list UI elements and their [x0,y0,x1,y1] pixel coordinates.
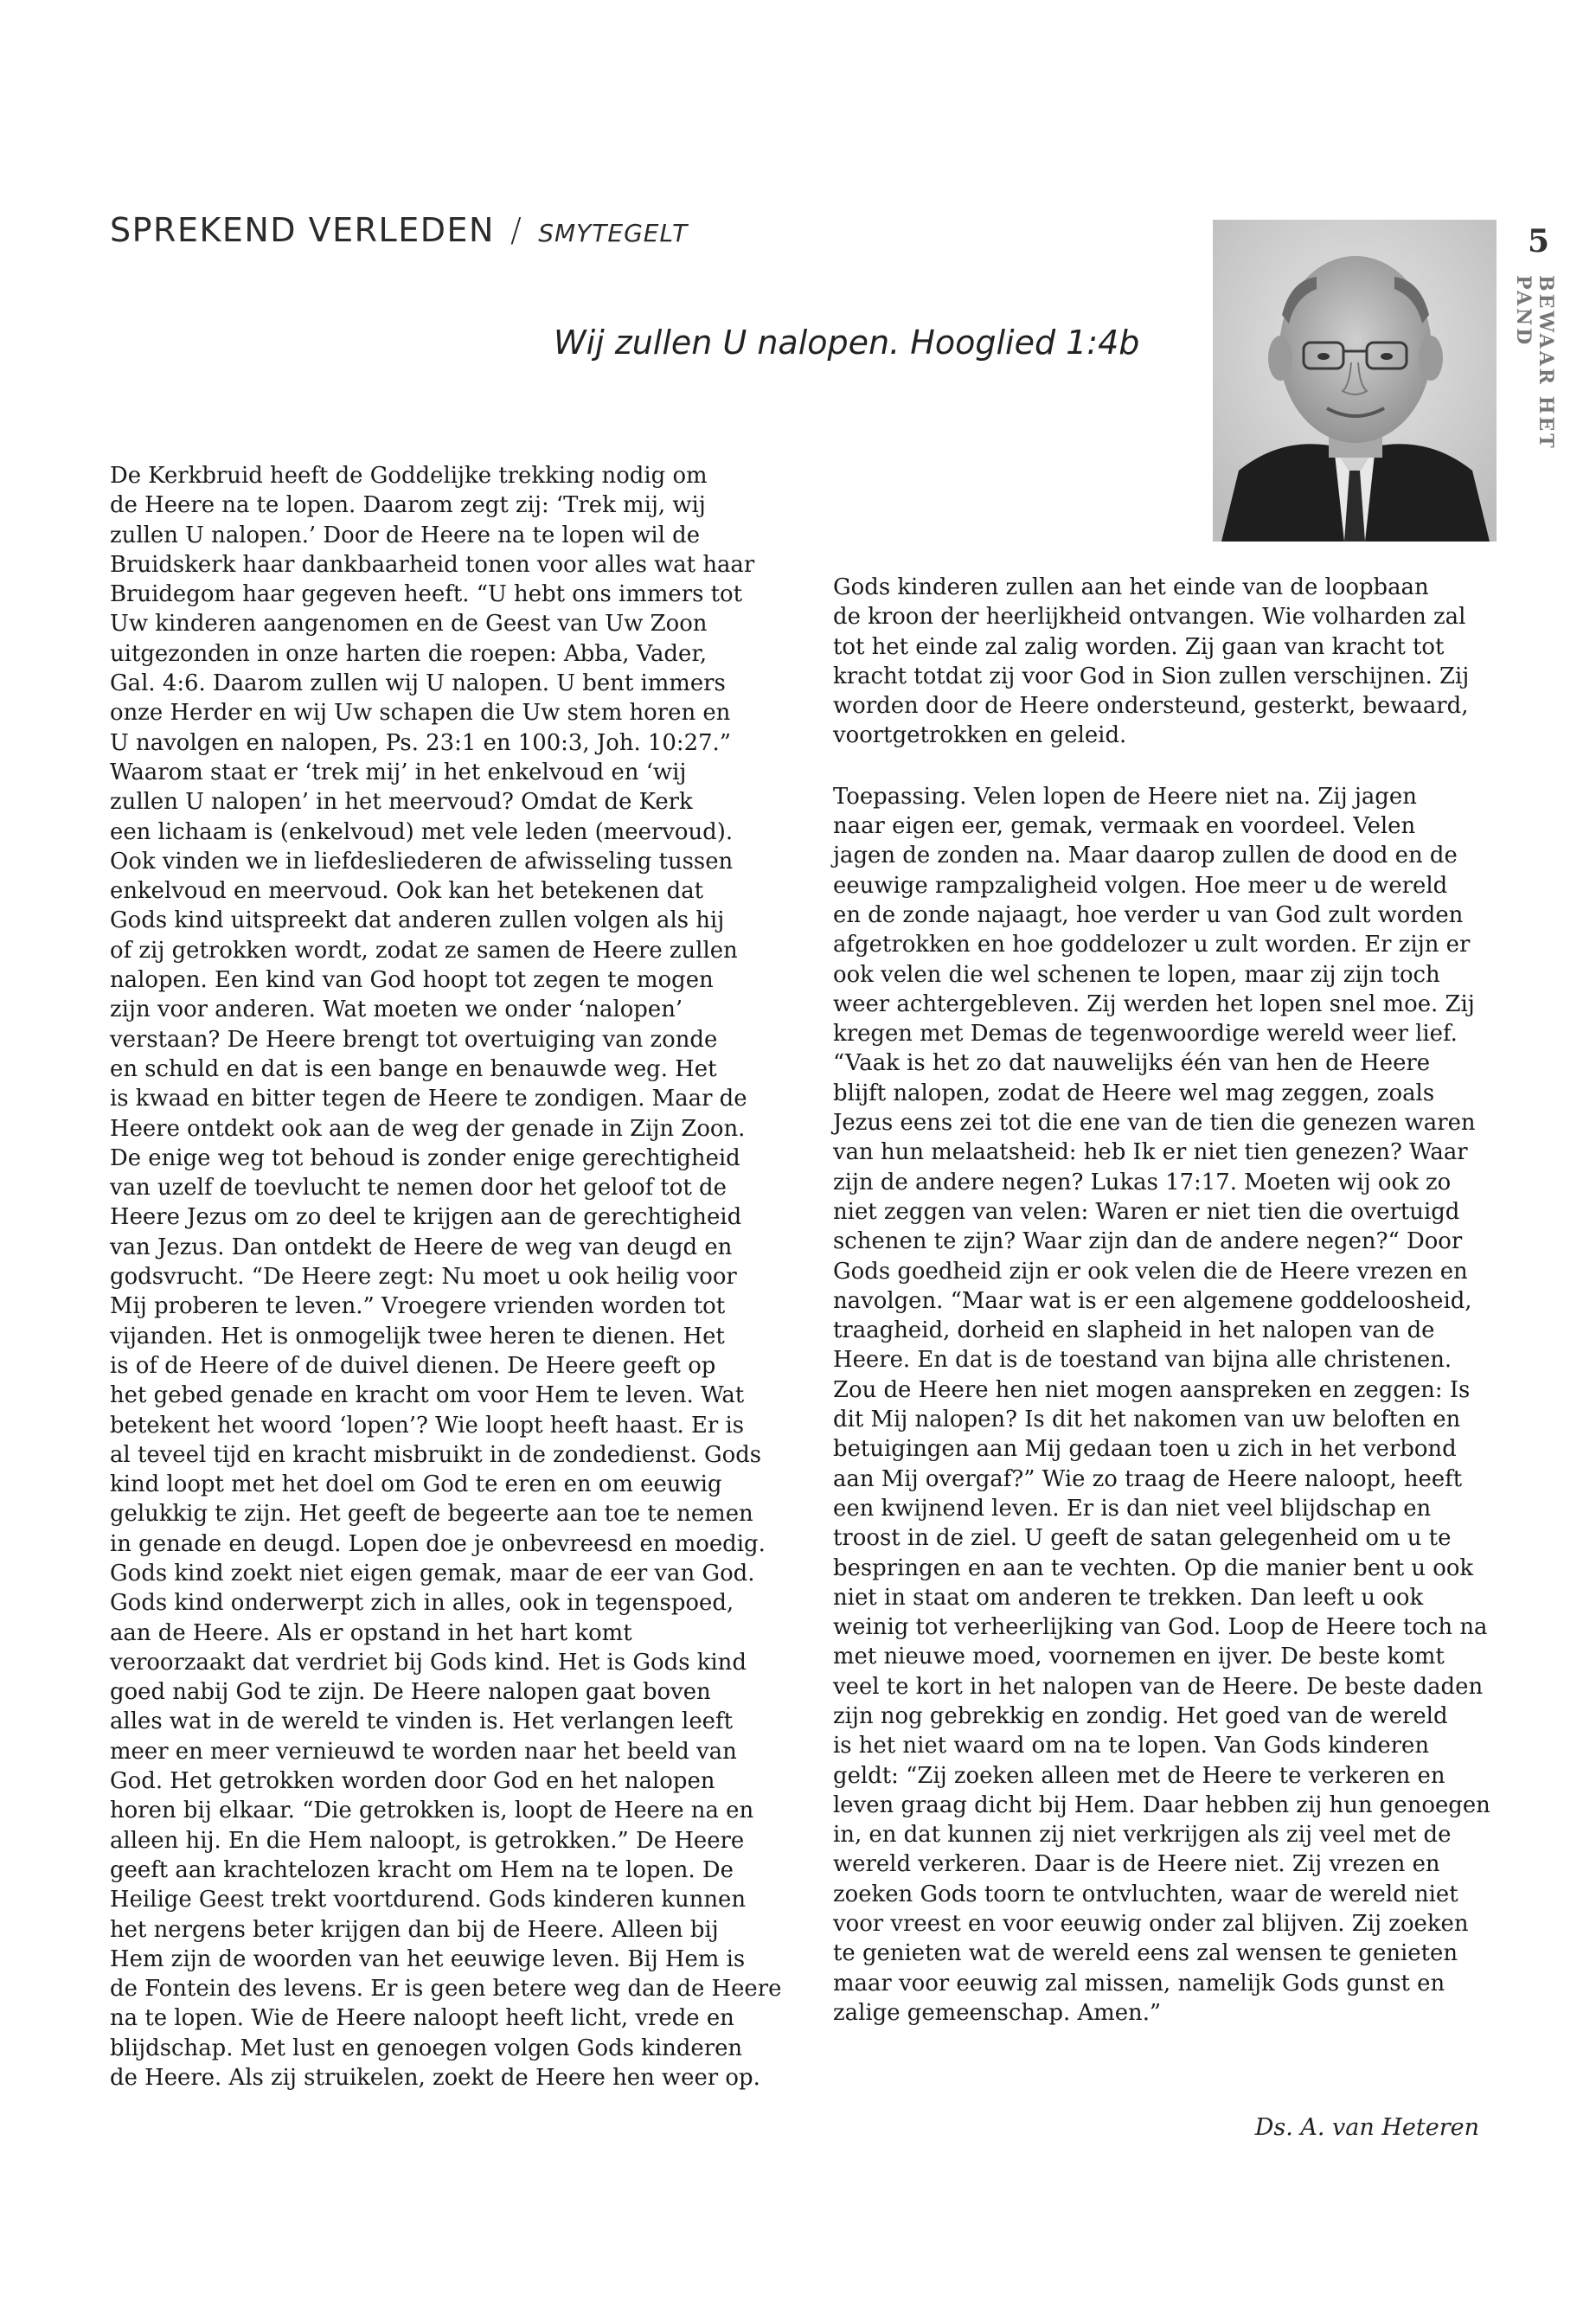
text-line: Uw kinderen aangenomen en de Geest van Uw Zoon [110,611,708,638]
text-line: leven graag dicht bij Hem. Daar hebben zij hun genoegen [833,1791,1490,1818]
text-line: naar eigen eer, gemak, vermaak en voordeel. Velen [833,813,1416,840]
text-line: het nergens beter krijgen dan bij de Heere. Alleen bij [110,1916,719,1943]
text-line: geldt: “Zij zoeken alleen met de Heere te verkeren en [833,1762,1445,1789]
text-line: Jezus eens zei tot die ene van de tien die genezen waren [833,1110,1476,1137]
text-line: Heere Jezus om zo deel te krijgen aan de gerechtigheid [110,1204,742,1231]
paragraph-gap [833,751,1499,782]
text-line: in genade en deugd. Lopen doe je onbevreesd en moedig. [110,1530,766,1557]
text-line: de Heere na te lopen. Daarom zegt zij: ‘Trek mij, wij [110,492,706,519]
text-line: het gebed genade en kracht om voor Hem te leven. Wat [110,1382,745,1409]
text-line: horen bij elkaar. “Die getrokken is, loopt de Heere na en [110,1798,754,1824]
text-line: van uzelf de toevlucht te nemen door het geloof tot de [110,1175,727,1202]
text-line: de Fontein des levens. Er is geen betere weg dan de Heere [110,1976,782,2003]
text-line: in, en dat kunnen zij niet verkrijgen als zij veel met de [833,1822,1452,1849]
text-line: ook velen die wel schenen te lopen, maar zij zijn toch [833,961,1440,988]
text-line: kregen met Demas de tegenwoordige wereld weer lief. [833,1021,1458,1048]
text-line: zalige gemeenschap. Amen.” [833,1999,1162,2026]
text-line: meer en meer vernieuwd te worden naar het beeld van [110,1738,737,1765]
text-line: Hem zijn de woorden van het eeuwige leven. Bij Hem is [110,1945,746,1972]
text-line: Ook vinden we in liefdesliederen de afwisseling tussen [110,848,734,875]
text-line: weer achtergebleven. Zij werden het lopen snel moe. Zij [833,990,1475,1017]
text-line: Bruidskerk haar dankbaarheid tonen voor alles wat haar [110,551,755,578]
text-line: is of de Heere of de duivel dienen. De Heere geeft op [110,1352,716,1379]
text-line: en de zonde najaagt, hoe verder u van God zult worden [833,901,1464,928]
text-line: zullen U nalopen’ in het meervoud? Omdat de Kerk [110,789,693,816]
text-line: een kwijnend leven. Er is dan niet veel blijdschap en [833,1495,1432,1522]
section-title: SPREKEND VERLEDEN [110,211,495,249]
right-paragraph-1 [833,573,1499,751]
text-line: met nieuwe moed, voornemen en ijver. De beste komt [833,1644,1445,1670]
text-line: Toepassing. Velen lopen de Heere niet na. Zij jagen [833,783,1417,810]
text-line: de Heere. Als zij struikelen, zoekt de Heere hen weer op. [110,2065,760,2092]
text-line: enkelvoud en meervoud. Ook kan het betekenen dat [110,878,704,905]
text-line: kind loopt met het doel om God te eren en om eeuwig [110,1471,722,1498]
text-line: al teveel tijd en kracht misbruikt in de zondedienst. Gods [110,1441,762,1468]
text-line: veroorzaakt dat verdriet bij Gods kind. Het is Gods kind [110,1649,747,1676]
text-line: zoeken Gods toorn te ontvluchten, waar de wereld niet [833,1881,1458,1907]
text-line: troost in de ziel. U geeft de satan gelegenheid om u te [833,1525,1452,1552]
section-subtitle: SMYTEGELT [538,219,689,247]
text-line: Gods kind onderwerpt zich in alles, ook in tegenspoed, [110,1590,734,1617]
text-line: “Vaak is het zo dat nauwelijks één van hen de Heere [833,1050,1431,1077]
text-line: zijn de andere negen? Lukas 17:17. Moeten wij ook zo [833,1169,1452,1195]
portrait-photo-icon [1213,220,1497,542]
text-line: schenen te zijn? Waar zijn dan de andere negen?“ Door [833,1228,1463,1255]
text-line: geeft aan krachtelozen kracht om Hem na te lopen. De [110,1856,734,1883]
text-line: bespringen en aan te vechten. Op die manier bent u ook [833,1554,1474,1581]
text-line: wereld verkeren. Daar is de Heere niet. Zij vrezen en [833,1851,1440,1878]
text-line: aan Mij overgaf?” Wie zo traag de Heere naloopt, heeft [833,1465,1463,1492]
text-line: Heere ontdekt ook aan de weg der genade in Zijn Zoon. [110,1115,746,1142]
text-line: de kroon der heerlijkheid ontvangen. Wie volharden zal [833,604,1466,631]
text-line: godsvrucht. “De Heere zegt: Nu moet u ook heilig voor [110,1264,737,1291]
text-line: een lichaam is (enkelvoud) met vele leden (meervoud). [110,818,734,845]
text-line: navolgen. “Maar wat is er een algemene goddeloosheid, [833,1287,1472,1314]
text-line: gelukkig te zijn. Het geeft de begeerte aan toe te nemen [110,1501,753,1528]
text-line: zullen U nalopen.’ Door de Heere na te lopen wil de [110,522,701,548]
text-line: dit Mij nalopen? Is dit het nakomen van uw beloften en [833,1407,1461,1433]
text-line: van hun melaatsheid: heb Ik er niet tien genezen? Waar [833,1139,1468,1166]
text-line: verstaan? De Heere brengt tot overtuiging van zonde [110,1026,718,1053]
text-line: is kwaad en bitter tegen de Heere te zondigen. Maar de [110,1086,747,1112]
text-line: te genieten wat de wereld eens zal wensen te genieten [833,1940,1458,1967]
text-line: niet in staat om anderen te trekken. Dan leeft u ook [833,1584,1424,1611]
author-signature: Ds. A. van Heteren [1254,2114,1479,2141]
text-line: jagen de zonden na. Maar daarop zullen de dood en de [833,843,1458,869]
text-line: zijn voor anderen. Wat moeten we onder ‘nalopen’ [110,997,683,1023]
text-line: U navolgen en nalopen, Ps. 23:1 en 100:3, Joh. 10:27.” [110,729,732,756]
text-line: worden door de Heere ondersteund, gesterkt, bewaard, [833,693,1469,720]
text-line: Gal. 4:6. Daarom zullen wij U nalopen. U bent immers [110,670,726,697]
text-line: De Kerkbruid heeft de Goddelijke trekking nodig om [110,463,708,489]
text-line: betuigingen aan Mij gedaan toen u zich in het verbond [833,1436,1457,1463]
text-line: eeuwige rampzaligheid volgen. Hoe meer u de wereld [833,872,1448,899]
text-line: Heilige Geest trekt voortdurend. Gods kinderen kunnen [110,1887,746,1913]
text-line: vijanden. Het is onmogelijk twee heren te dienen. Het [110,1323,725,1349]
text-line: maar voor eeuwig zal missen, namelijk Gods gunst en [833,1970,1445,1997]
text-line: God. Het getrokken worden door God en het nalopen [110,1768,715,1795]
text-line: is het niet waard om na te lopen. Van Gods kinderen [833,1733,1430,1759]
text-line: weinig tot verheerlijking van God. Loop de Heere toch na [833,1614,1488,1641]
author-portrait [1213,220,1497,542]
text-line: Mij proberen te leven.” Vroegere vrienden worden tot [110,1293,726,1320]
text-line: Gods kind zoekt niet eigen gemak, maar de eer van God. [110,1560,755,1586]
text-line: onze Herder en wij Uw schapen die Uw stem horen en [110,700,731,727]
text-line: alles wat in de wereld te vinden is. Het verlangen leeft [110,1708,733,1735]
text-line: Gods goedheid zijn er ook velen die de Heere vrezen en [833,1258,1468,1285]
text-line: zijn nog gebrekkig en zondig. Het goed van de wereld [833,1702,1448,1729]
left-column [110,461,782,2093]
text-line: betekent het woord ‘lopen’? Wie loopt heeft haast. Er is [110,1412,745,1439]
side-label: BEWAAR HET PAND [1512,275,1557,451]
text-line: traagheid, dorheid en slapheid in het nalopen van de [833,1317,1435,1344]
text-line: aan de Heere. Als er opstand in het hart komt [110,1619,632,1646]
text-line: Bruidegom haar gegeven heeft. “U hebt ons immers tot [110,581,743,608]
text-line: Zou de Heere hen niet mogen aanspreken en zeggen: Is [833,1376,1471,1403]
text-line: tot het einde zal zalig worden. Zij gaan van kracht tot [833,633,1445,660]
text-line: of zij getrokken wordt, zodat ze samen de Heere zullen [110,937,738,964]
text-line: van Jezus. Dan ontdekt de Heere de weg van deugd en [110,1234,733,1260]
text-line: blijdschap. Met lust en genoegen volgen Gods kinderen [110,2035,743,2061]
text-line: voor vreest en voor eeuwig onder zal blijven. Zij zoeken [833,1911,1469,1938]
text-line: veel te kort in het nalopen van de Heere. De beste daden [833,1673,1484,1700]
page-number: 5 [1528,223,1550,260]
right-paragraph-2 [833,782,1499,2028]
text-line: niet zeggen van velen: Waren er niet tien die overtuigd [833,1198,1460,1225]
text-line: alleen hij. En die Hem naloopt, is getrokken.” De Heere [110,1827,745,1854]
text-line: Waarom staat er ‘trek mij’ in het enkelvoud en ‘wij [110,759,687,785]
header-separator: / [510,211,523,249]
text-line: afgetrokken en hoe goddelozer u zult worden. Er zijn er [833,932,1471,958]
text-line: na te lopen. Wie de Heere naloopt heeft licht, vrede en [110,2005,734,2032]
article-subtitle: Wij zullen U nalopen. Hooglied 1:4b [554,324,1140,362]
text-line: Gods kind uitspreekt dat anderen zullen volgen als hij [110,907,725,934]
text-line: nalopen. Een kind van God hoopt tot zegen te mogen [110,967,714,994]
text-line: uitgezonden in onze harten die roepen: Abba, Vader, [110,640,708,667]
text-line: Gods kinderen zullen aan het einde van de loopbaan [833,574,1429,600]
text-line: blijft nalopen, zodat de Heere wel mag zeggen, zoals [833,1080,1435,1106]
text-line: Heere. En dat is de toestand van bijna alle christenen. [833,1347,1452,1374]
text-line: goed nabij God te zijn. De Heere nalopen gaat boven [110,1679,711,1706]
text-line: voortgetrokken en geleid. [833,722,1127,749]
text-line: kracht totdat zij voor God in Sion zullen verschijnen. Zij [833,663,1470,689]
text-line: en schuld en dat is een bange en benauwde weg. Het [110,1055,717,1082]
text-line: De enige weg tot behoud is zonder enige gerechtigheid [110,1144,740,1171]
right-column [833,573,1499,2028]
section-header [110,211,688,249]
